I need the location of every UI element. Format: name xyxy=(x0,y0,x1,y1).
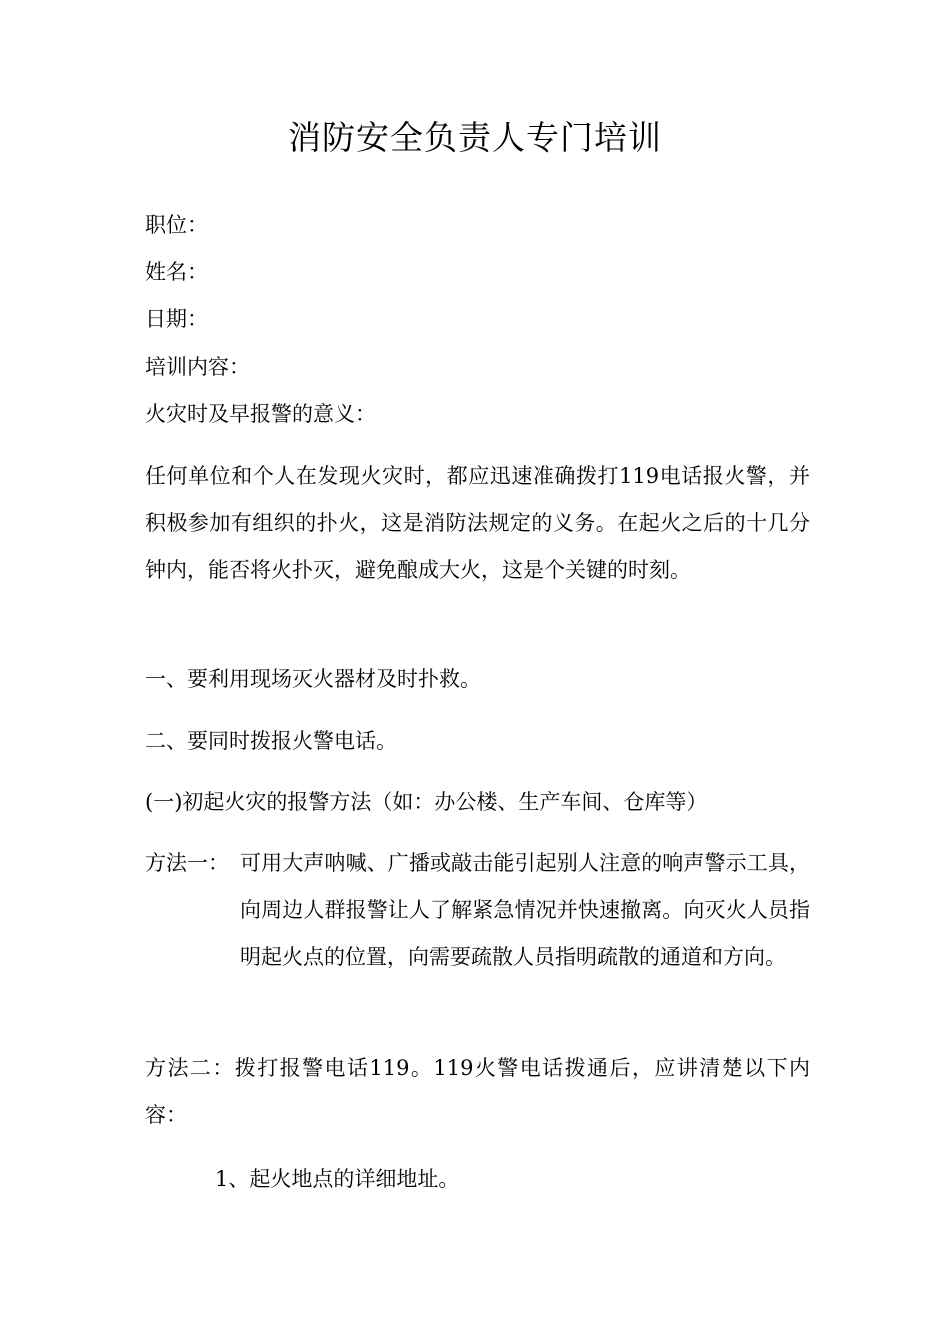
method-one-text: 可用大声呐喊、广播或敲击能引起别人注意的响声警示工具，向周边人群报警让人了解紧急情况并快速撤离。向灭火人员指明起火点的位置，向需要疏散人员指明疏散的通道和方向。 xyxy=(240,851,810,969)
method-one xyxy=(145,840,810,981)
intro-paragraph: 任何单位和个人在发现火灾时，都应迅速准确拨打119电话报火警，并积极参加有组织的扑火，这是消防法规定的义务。在起火之后的十几分钟内，能否将火扑灭，避免酿成大火，这是个关键的时刻。 xyxy=(145,464,810,582)
field-position: 职位： xyxy=(145,213,208,237)
section-heading: 火灾时及早报警的意义： xyxy=(145,402,376,426)
method-two xyxy=(145,1045,810,1139)
field-name: 姓名： xyxy=(145,260,208,284)
point-one: 一、要利用现场灭火器材及时扑救。 xyxy=(145,667,481,691)
document-title: 消防安全负责人专门培训 xyxy=(288,118,662,157)
point-two: 二、要同时拨报火警电话。 xyxy=(145,729,397,753)
method-two-text: 拨打报警电话119。119火警电话拨通后，应讲清楚以下内容： xyxy=(145,1056,811,1127)
method-one-label: 方法一： xyxy=(145,851,229,875)
list-item: 1、起火地点的详细地址。 xyxy=(215,1167,460,1191)
method-two-label: 方法二： xyxy=(145,1056,235,1080)
field-date: 日期： xyxy=(145,307,208,331)
field-training-content: 培训内容： xyxy=(145,355,250,379)
subsection-heading: (一)初起火灾的报警方法（如：办公楼、生产车间、仓库等） xyxy=(145,790,708,814)
